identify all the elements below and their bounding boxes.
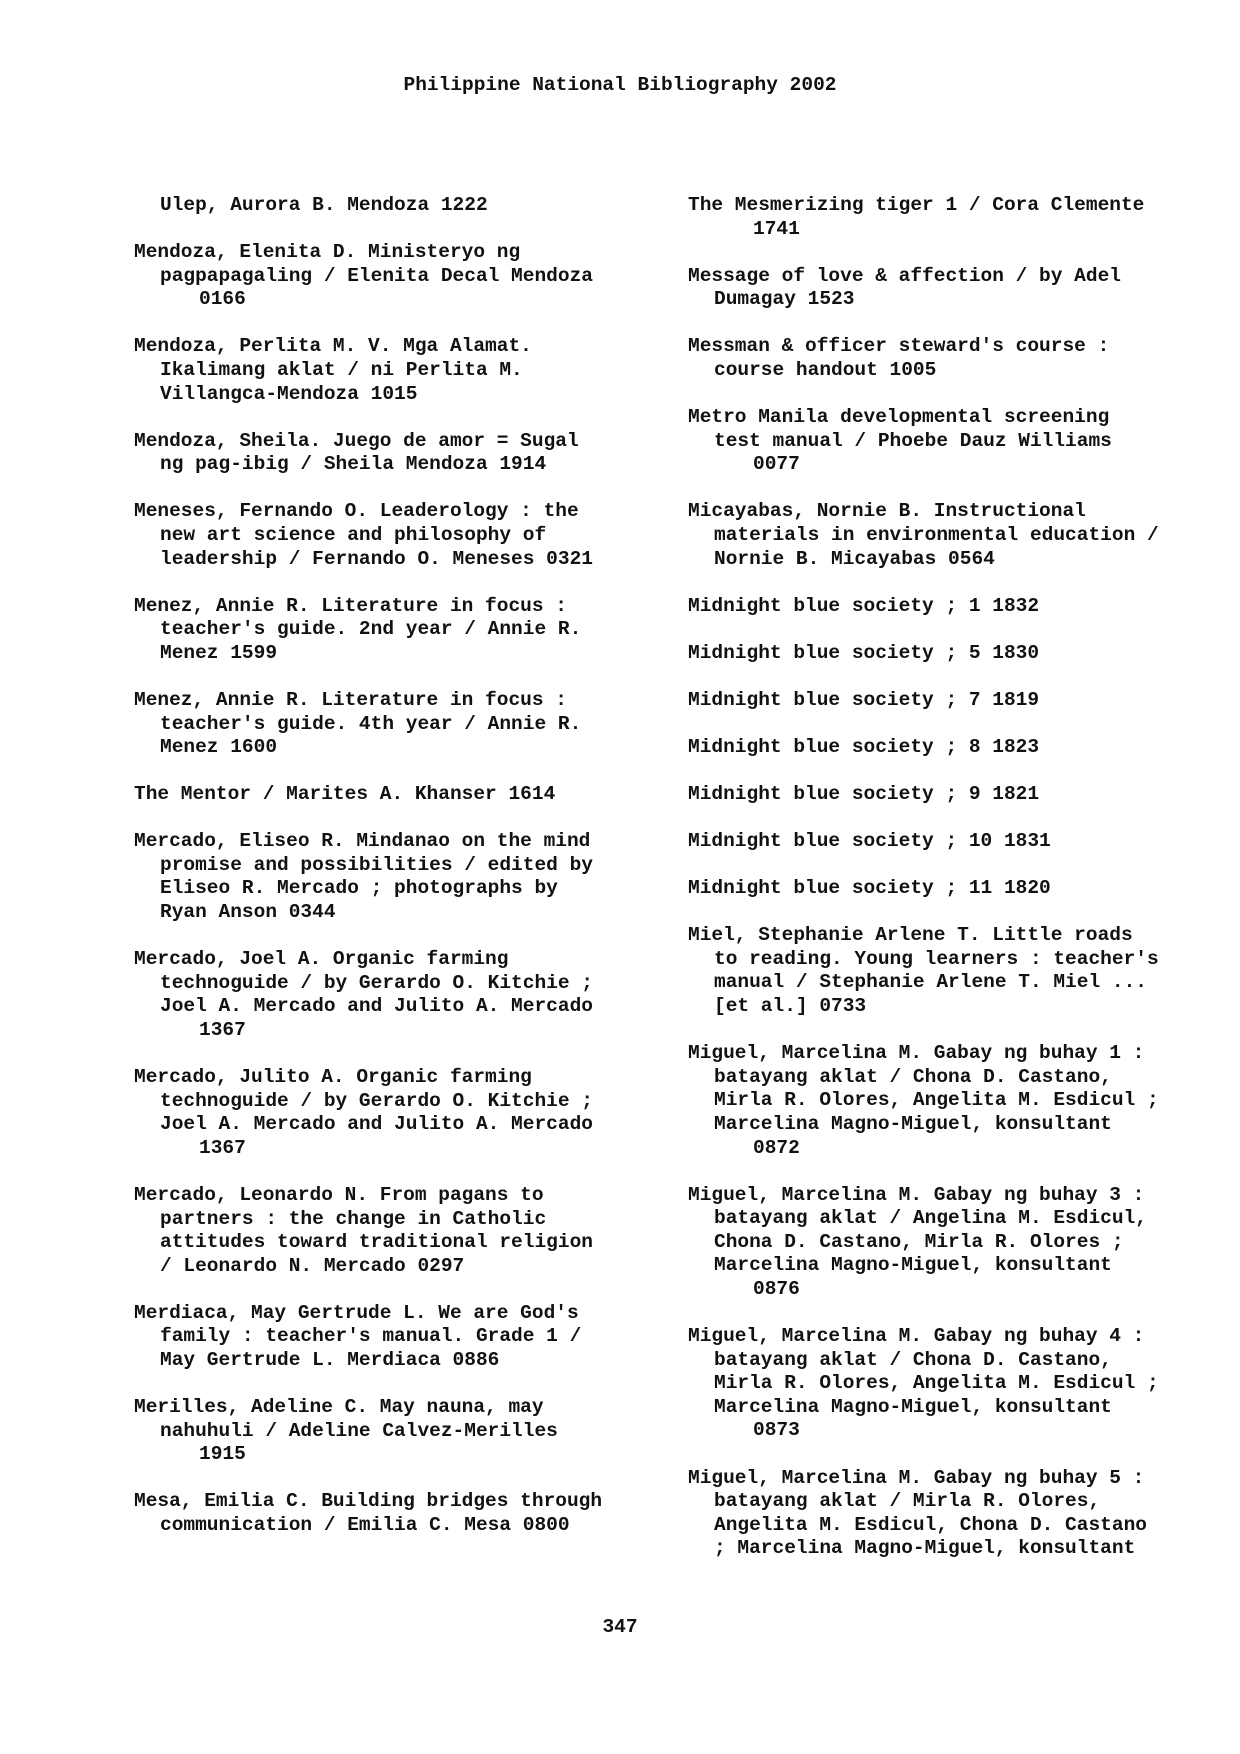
page-number: 347 [602,1616,638,1638]
entry-line: The Mentor / Marites A. Khanser 1614 [134,783,556,806]
entry-line: Midnight blue society ; 7 1819 [688,688,1040,711]
bibliography-entry [688,1467,1228,1561]
entry-line: Mirla R. Olores, Angelita M. Esdicul ; [714,1089,1159,1112]
entry-line: Mercado, Joel A. Organic farming [134,948,509,971]
entry-line: Nornie B. Micayabas 0564 [714,547,995,570]
bibliography-entry [688,877,1228,901]
bibliography-entry [134,500,674,571]
entry-line: Marcelina Magno-Miguel, konsultant [714,1112,1112,1135]
left-column [134,194,674,1561]
entry-line: 1741 [753,217,800,240]
bibliography-entry [688,265,1228,312]
entry-line: attitudes toward traditional religion [160,1231,593,1254]
bibliography-entry [134,430,674,477]
entry-line: Dumagay 1523 [714,288,855,311]
bibliography-entry [134,948,674,1042]
entry-line: Miguel, Marcelina M. Gabay ng buhay 5 : [688,1466,1145,1489]
bibliography-entry [688,335,1228,382]
bibliography-entry [688,830,1228,854]
bibliography-entry [134,595,674,666]
entry-line: manual / Stephanie Arlene T. Miel ... [714,971,1147,994]
entry-line: Message of love & affection / by Adel [688,264,1121,287]
bibliography-entry [688,736,1228,760]
entry-line: Micayabas, Nornie B. Instructional [688,500,1086,523]
entry-line: Angelita M. Esdicul, Chona D. Castano [714,1513,1147,1536]
entry-line: 1367 [199,1136,246,1159]
bibliography-entry [688,1325,1228,1443]
bibliography-entry [134,830,674,924]
entry-line: pagpapagaling / Elenita Decal Mendoza [160,264,593,287]
entry-line: ; Marcelina Magno-Miguel, konsultant [714,1537,1136,1560]
entry-line: Miguel, Marcelina M. Gabay ng buhay 4 : [688,1325,1145,1348]
entry-line: Ulep, Aurora B. Mendoza 1222 [160,194,488,216]
entry-line: nahuhuli / Adeline Calvez-Merilles [160,1419,558,1442]
entry-line: Mendoza, Perlita M. V. Mga Alamat. [134,335,532,358]
entry-line: 1367 [199,1018,246,1041]
entry-line: course handout 1005 [714,358,937,381]
bibliography-entry [134,1490,674,1537]
entry-line: Menez, Annie R. Literature in focus : [134,594,567,617]
bibliography-entry [688,642,1228,666]
entry-line: Marcelina Magno-Miguel, konsultant [714,1395,1112,1418]
entry-line: teacher's guide. 2nd year / Annie R. [160,618,582,641]
entry-line: Merdiaca, May Gertrude L. We are God's [134,1301,579,1324]
page-title: Philippine National Bibliography 2002 [403,74,837,96]
entry-line: family : teacher's manual. Grade 1 / [160,1325,582,1348]
entry-line: 0166 [199,288,246,311]
entry-line: Joel A. Mercado and Julito A. Mercado [160,1113,593,1136]
entry-line: teacher's guide. 4th year / Annie R. [160,712,582,735]
entry-line: 1915 [199,1443,246,1466]
entry-line: Mendoza, Sheila. Juego de amor = Sugal [134,429,579,452]
entry-line: Ryan Anson 0344 [160,901,336,924]
entry-line: Menez, Annie R. Literature in focus : [134,688,567,711]
entry-line: Joel A. Mercado and Julito A. Mercado [160,995,593,1018]
bibliography-entry [134,689,674,760]
entry-line: Midnight blue society ; 5 1830 [688,641,1040,664]
entry-line: ng pag-ibig / Sheila Mendoza 1914 [160,453,547,476]
entry-line: new art science and philosophy of [160,523,547,546]
bibliography-entry [134,1066,674,1160]
bibliography-entry [688,500,1228,571]
entry-line: Midnight blue society ; 10 1831 [688,830,1051,853]
entry-line: Mercado, Leonardo N. From pagans to [134,1183,544,1206]
entry-line: materials in environmental education / [714,523,1159,546]
entry-line: Miguel, Marcelina M. Gabay ng buhay 3 : [688,1183,1145,1206]
entry-line: Mirla R. Olores, Angelita M. Esdicul ; [714,1372,1159,1395]
bibliography-entry [134,194,674,218]
entry-line: Midnight blue society ; 8 1823 [688,735,1040,758]
entry-line: Eliseo R. Mercado ; photographs by [160,877,558,900]
entry-line: Midnight blue society ; 1 1832 [688,594,1040,617]
entry-line: communication / Emilia C. Mesa 0800 [160,1513,570,1536]
entry-line: leadership / Fernando O. Meneses 0321 [160,547,593,570]
entry-line: partners : the change in Catholic [160,1207,547,1230]
entry-line: batayang aklat / Mirla R. Olores, [714,1490,1101,1513]
bibliography-entry [688,1042,1228,1160]
entry-line: technoguide / by Gerardo O. Kitchie ; [160,1089,593,1112]
entry-line: Messman & officer steward's course : [688,335,1110,358]
entry-line: promise and possibilities / edited by [160,853,593,876]
bibliography-entry [688,595,1228,619]
entry-line: test manual / Phoebe Dauz Williams [714,429,1112,452]
entry-line: May Gertrude L. Merdiaca 0886 [160,1348,500,1371]
entry-line: Merilles, Adeline C. May nauna, may [134,1396,544,1419]
entry-line: 0872 [753,1136,800,1159]
entry-line: batayang aklat / Chona D. Castano, [714,1348,1112,1371]
entry-line: technoguide / by Gerardo O. Kitchie ; [160,971,593,994]
entry-line: Mercado, Eliseo R. Mindanao on the mind [134,830,591,853]
entry-line: Metro Manila developmental screening [688,406,1110,429]
entry-line: Mesa, Emilia C. Building bridges through [134,1490,603,1513]
entry-line: 0873 [753,1419,800,1442]
entry-line: Meneses, Fernando O. Leaderology : the [134,500,579,523]
bibliography-entry [134,1302,674,1373]
entry-line: Mendoza, Elenita D. Ministeryo ng [134,241,521,264]
entry-line: 0077 [753,453,800,476]
entry-line: Mercado, Julito A. Organic farming [134,1066,532,1089]
bibliography-entry [134,1396,674,1467]
entry-line: Menez 1599 [160,641,278,664]
entry-line: Menez 1600 [160,736,278,759]
bibliography-entry [688,406,1228,477]
bibliography-entry [688,194,1228,241]
bibliography-entry [688,783,1228,807]
entry-line: batayang aklat / Chona D. Castano, [714,1065,1112,1088]
bibliography-entry [688,924,1228,1018]
entry-line: Ikalimang aklat / ni Perlita M. [160,358,523,381]
bibliography-entry [134,335,674,406]
entry-line: Midnight blue society ; 9 1821 [688,783,1040,805]
entry-line: Midnight blue society ; 11 1820 [688,877,1051,900]
entry-line: 0876 [753,1278,800,1300]
entry-line: [et al.] 0733 [714,995,867,1018]
right-column [688,194,1228,1584]
bibliography-entry [688,689,1228,713]
bibliography-entry [134,241,674,312]
entry-line: Marcelina Magno-Miguel, konsultant [714,1254,1112,1277]
entry-line: batayang aklat / Angelina M. Esdicul, [714,1207,1147,1230]
entry-line: / Leonardo N. Mercado 0297 [160,1254,465,1277]
entry-line: Miguel, Marcelina M. Gabay ng buhay 1 : [688,1042,1145,1065]
entry-line: Miel, Stephanie Arlene T. Little roads [688,924,1133,947]
bibliography-entry [688,1184,1228,1302]
entry-line: to reading. Young learners : teacher's [714,947,1159,970]
bibliography-entry [134,783,674,807]
entry-line: Chona D. Castano, Mirla R. Olores ; [714,1230,1124,1253]
entry-line: The Mesmerizing tiger 1 / Cora Clemente [688,194,1145,216]
bibliography-entry [134,1184,674,1278]
entry-line: Villangca-Mendoza 1015 [160,382,418,405]
